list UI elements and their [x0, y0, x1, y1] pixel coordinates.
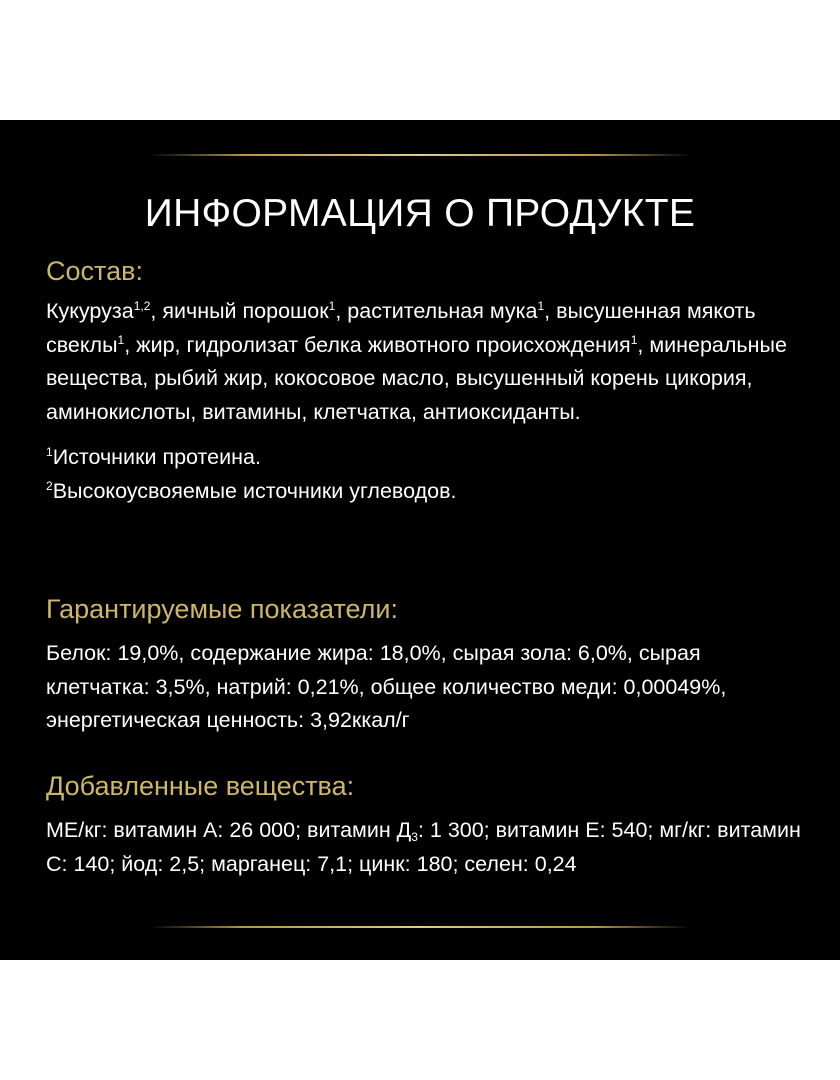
guaranteed-analysis-section — [46, 594, 806, 738]
additives-text-part: МЕ/кг: витамин А: 26 000; витамин Д — [46, 818, 412, 842]
composition-text-part: Кукуруза — [46, 299, 134, 323]
composition-text-part: , минеральные вещества, рыбий жир, кокосовое масло, высушенный корень цикория, аминокислоты, витамины, клетчатка, антиоксиданты. — [46, 332, 787, 424]
footnote-mark: 1 — [46, 445, 53, 459]
additives-section — [46, 771, 806, 881]
composition-text-part: , высушенная мякоть свеклы — [46, 299, 756, 357]
composition-text-part: , жир, гидролизат белка животного происхождения — [124, 332, 631, 357]
composition-text-part: , яичный порошок — [150, 299, 329, 323]
subscript-mark: 3 — [411, 830, 418, 844]
footnote-mark: 2 — [46, 478, 53, 493]
guaranteed-analysis-heading: Гарантируемые показатели: — [46, 594, 399, 624]
product-info-panel — [0, 120, 840, 960]
composition-section — [46, 256, 806, 508]
footnotes — [46, 441, 806, 508]
footnote-mark: 1 — [328, 299, 336, 313]
footnote-2-text: Высокоусвояемые источники углеводов. — [52, 478, 457, 503]
bottom-gold-divider — [148, 926, 692, 928]
additives-heading: Добавленные вещества: — [46, 771, 355, 801]
top-gold-divider — [148, 154, 692, 156]
page-title: ИНФОРМАЦИЯ О ПРОДУКТЕ — [144, 192, 696, 235]
footnote-mark: 1 — [537, 299, 545, 313]
additives-text — [46, 814, 806, 881]
guaranteed-analysis-text: Белок: 19,0%, содержание жира: 18,0%, сырая зола: 6,0%, сырая клетчатка: 3,5%, натрий: 0,21%, общее количество меди: 0,00049%, энергетическая ценность: 3,92ккал/г — [46, 641, 727, 732]
footnote-mark: 1 — [117, 332, 125, 347]
composition-text — [46, 295, 806, 429]
footnote-1-text: Источники протеина. — [52, 445, 261, 469]
composition-heading: Состав: — [46, 256, 143, 286]
additives-text-part: : 1 300; витамин Е: 540; мг/кг: витамин С: 140; йод: 2,5; марганец: 7,1; цинк: 180; селен: 0,24 — [46, 818, 801, 876]
composition-text-part: , растительная мука — [335, 299, 538, 323]
footnote-mark: 1 — [630, 332, 638, 347]
footnote-mark: 1,2 — [133, 299, 151, 313]
